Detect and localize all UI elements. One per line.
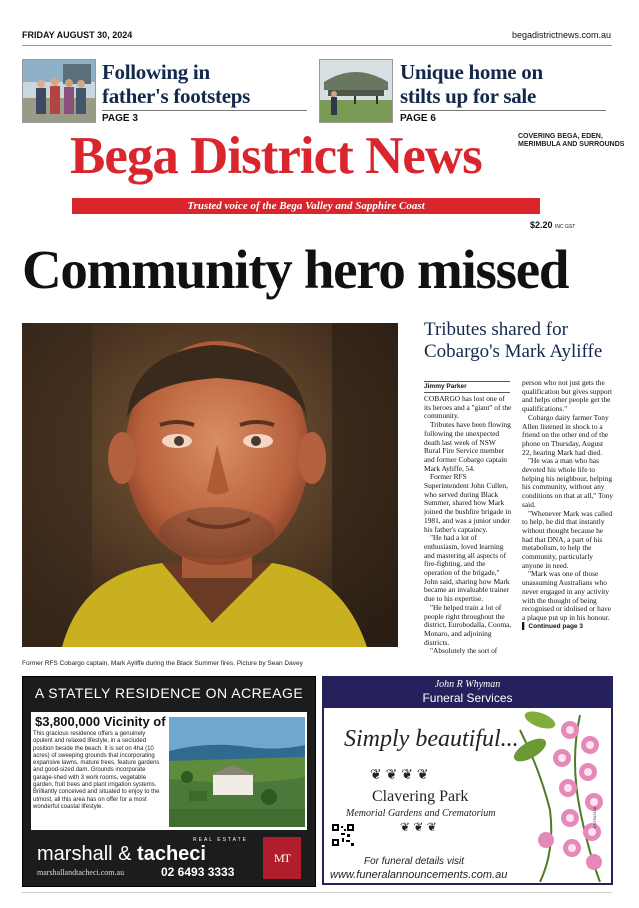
- col1-para: COBARGO has lost one of its heroes and a "giant" of the community.: [424, 394, 512, 421]
- story-column-2: [522, 379, 614, 631]
- funeral-company: John R Whyman: [434, 679, 501, 690]
- ad-code: AN7902108: [592, 806, 597, 828]
- issue-date: FRIDAY AUGUST 30, 2024: [22, 30, 133, 40]
- brand-left: marshall: [37, 843, 113, 865]
- col1-para: "He helped train a lot of people right throughout the district, Eurobodalla, Cooma, Monaro, and adjoining districts.: [424, 602, 512, 647]
- real-estate-ad[interactable]: [22, 676, 316, 887]
- story-byline: Jimmy Parker: [424, 381, 510, 393]
- col2-para: Cobargo dairy farmer Tony Allen listened in shock to a friend on the other end of the phone on Thursday, August 22, hearing Mark had died.: [522, 412, 609, 457]
- brand-amp: &: [118, 843, 132, 865]
- price-note: INC GST: [555, 224, 576, 230]
- col2-para: "Mark was one of those unassuming Australians who never engaged in any activity with the thought of being recognised or idolised or have a plaque put up in his honour.: [522, 569, 612, 622]
- main-headline[interactable]: Community hero missed: [22, 239, 569, 300]
- orchid-image: [510, 710, 610, 882]
- subhead-line2: Cobargo's Mark Ayliffe: [424, 341, 603, 362]
- teaser-2-page: PAGE 6: [400, 113, 436, 124]
- funeral-header: [324, 678, 611, 708]
- top-rule: [22, 45, 612, 46]
- col2-para: "He was a man who has devoted his whole life to helping his neighbour, helping his community, without any conditions on that at all," Tony said.: [522, 456, 614, 509]
- col2-para: "Whenever Mark was called to help, he did that instantly without thought because he had that DNA, a part of his metabolism, to help the community, particularly anyone in need.: [522, 508, 613, 570]
- story-column-1: [424, 395, 512, 656]
- col1-para: "Absolutely the sort of: [430, 646, 498, 656]
- funeral-details-line: For funeral details visit: [364, 856, 465, 867]
- ad-price: $3,800,000 Vicinity of: [35, 714, 166, 729]
- teaser-2-rule: [400, 110, 606, 111]
- stilt-house-photo-icon: [320, 60, 392, 122]
- ad-banner: A STATELY RESIDENCE ON ACREAGE: [34, 685, 304, 701]
- price-value: $2.20: [530, 220, 553, 230]
- cover-price: [530, 220, 575, 230]
- subhead-line1: Tributes shared for: [424, 319, 568, 340]
- teaser-2-title-line2: stilts up for sale: [400, 84, 536, 108]
- teaser-2-title-line1: Unique home on: [400, 60, 543, 84]
- col2-para: person who not just gets the qualification but gives support and helps other people get the qualifications.": [522, 378, 613, 414]
- brand-tag: REAL ESTATE: [193, 837, 248, 843]
- agency-website[interactable]: marshallandtacheci.com.au: [37, 868, 125, 877]
- masthead-title[interactable]: Bega District News: [70, 127, 482, 185]
- flourish-bottom-icon: ❦ ❦ ❦: [400, 820, 437, 834]
- flourish-top-icon: ❦ ❦ ❦ ❦: [370, 766, 429, 782]
- funeral-ad[interactable]: [322, 676, 613, 885]
- teaser-1-photo[interactable]: [22, 59, 96, 123]
- brand-wordmark[interactable]: [37, 843, 206, 866]
- teaser-2-title[interactable]: [400, 60, 610, 108]
- teaser-1-title-line1: Following in: [102, 60, 210, 84]
- continued-link[interactable]: ▌ Continued page 3: [522, 622, 583, 630]
- funeral-url[interactable]: www.funeralannouncements.com.au: [330, 869, 508, 881]
- funeral-slogan: Simply beautiful...: [344, 726, 519, 752]
- col1-para: "He had a lot of enthusiasm, loved learning and mastering all aspects of fire-fighting, and the operation of the brigade," John said, sharing how Mark became an invaluable trainer due to his expertise.: [424, 533, 510, 604]
- teaser-1-rule: [102, 110, 307, 111]
- teaser-1-title[interactable]: [102, 60, 307, 108]
- family-photo-icon: [23, 60, 95, 122]
- teaser-1-page: PAGE 3: [102, 113, 138, 124]
- qr-code-icon[interactable]: [332, 824, 354, 846]
- coverage-line1: COVERING BEGA, EDEN,: [518, 133, 603, 140]
- teaser-2-photo[interactable]: [319, 59, 393, 123]
- col1-para: Tributes have been flowing following the unexpected death last week of NSW Rural Fire Service member and former Cobargo captain Mark Ayliffe, 54.: [424, 420, 511, 473]
- agency-phone[interactable]: 02 6493 3333: [161, 865, 235, 879]
- property-aerial-icon: [169, 717, 305, 827]
- bottom-rule: [22, 892, 612, 893]
- photo-caption: Former RFS Cobargo captain, Mark Ayliffe during the Black Summer fires. Picture by Sean Davey: [22, 660, 303, 667]
- teaser-1-title-line2: father's footsteps: [102, 84, 250, 108]
- tagline-bar: Trusted voice of the Bega Valley and Sapphire Coast: [72, 198, 540, 214]
- ad-description: This gracious residence offers a genuinely opulent and relaxed lifestyle, in a secluded position beside the beach. It is set on 4ha (10 acres) of sweeping grounds that incorporating expansive lawns, mature trees, feature gardens and good-sized dam. Grounds incorporate garage-shed with 3 work rooms, vegetable garden, fruit trees and plant irrigation systems. Brilliantly conceived and situated to enjoy to the utmost, all this area has on offer for a most wonderful coastal lifestyle.: [33, 731, 160, 810]
- coverage-area: [518, 133, 624, 149]
- logo-letters: MT: [274, 851, 290, 865]
- orchid-flower-icon: [510, 710, 610, 882]
- col1-para: Former RFS Superintendent John Cullen, who served during Black Summer, shared how Mark joined the bushfire brigade in 1981, and was a junior under his father's captaincy.: [424, 472, 512, 534]
- portrait-photo-icon: [22, 323, 398, 647]
- park-name: Clavering Park: [372, 788, 469, 805]
- continued-text: Continued page 3: [528, 622, 583, 630]
- funeral-services: Funeral Services: [422, 691, 513, 705]
- story-subhead: [424, 319, 624, 363]
- lead-photo[interactable]: [22, 323, 398, 647]
- agency-logo: [263, 837, 301, 879]
- brand-right: tacheci: [137, 843, 206, 865]
- property-photo[interactable]: [169, 717, 305, 827]
- coverage-line2: MERIMBULA AND SURROUNDS: [518, 141, 625, 148]
- park-subtitle: Memorial Gardens and Crematorium: [346, 808, 496, 819]
- website-url[interactable]: begadistrictnews.com.au: [511, 30, 611, 40]
